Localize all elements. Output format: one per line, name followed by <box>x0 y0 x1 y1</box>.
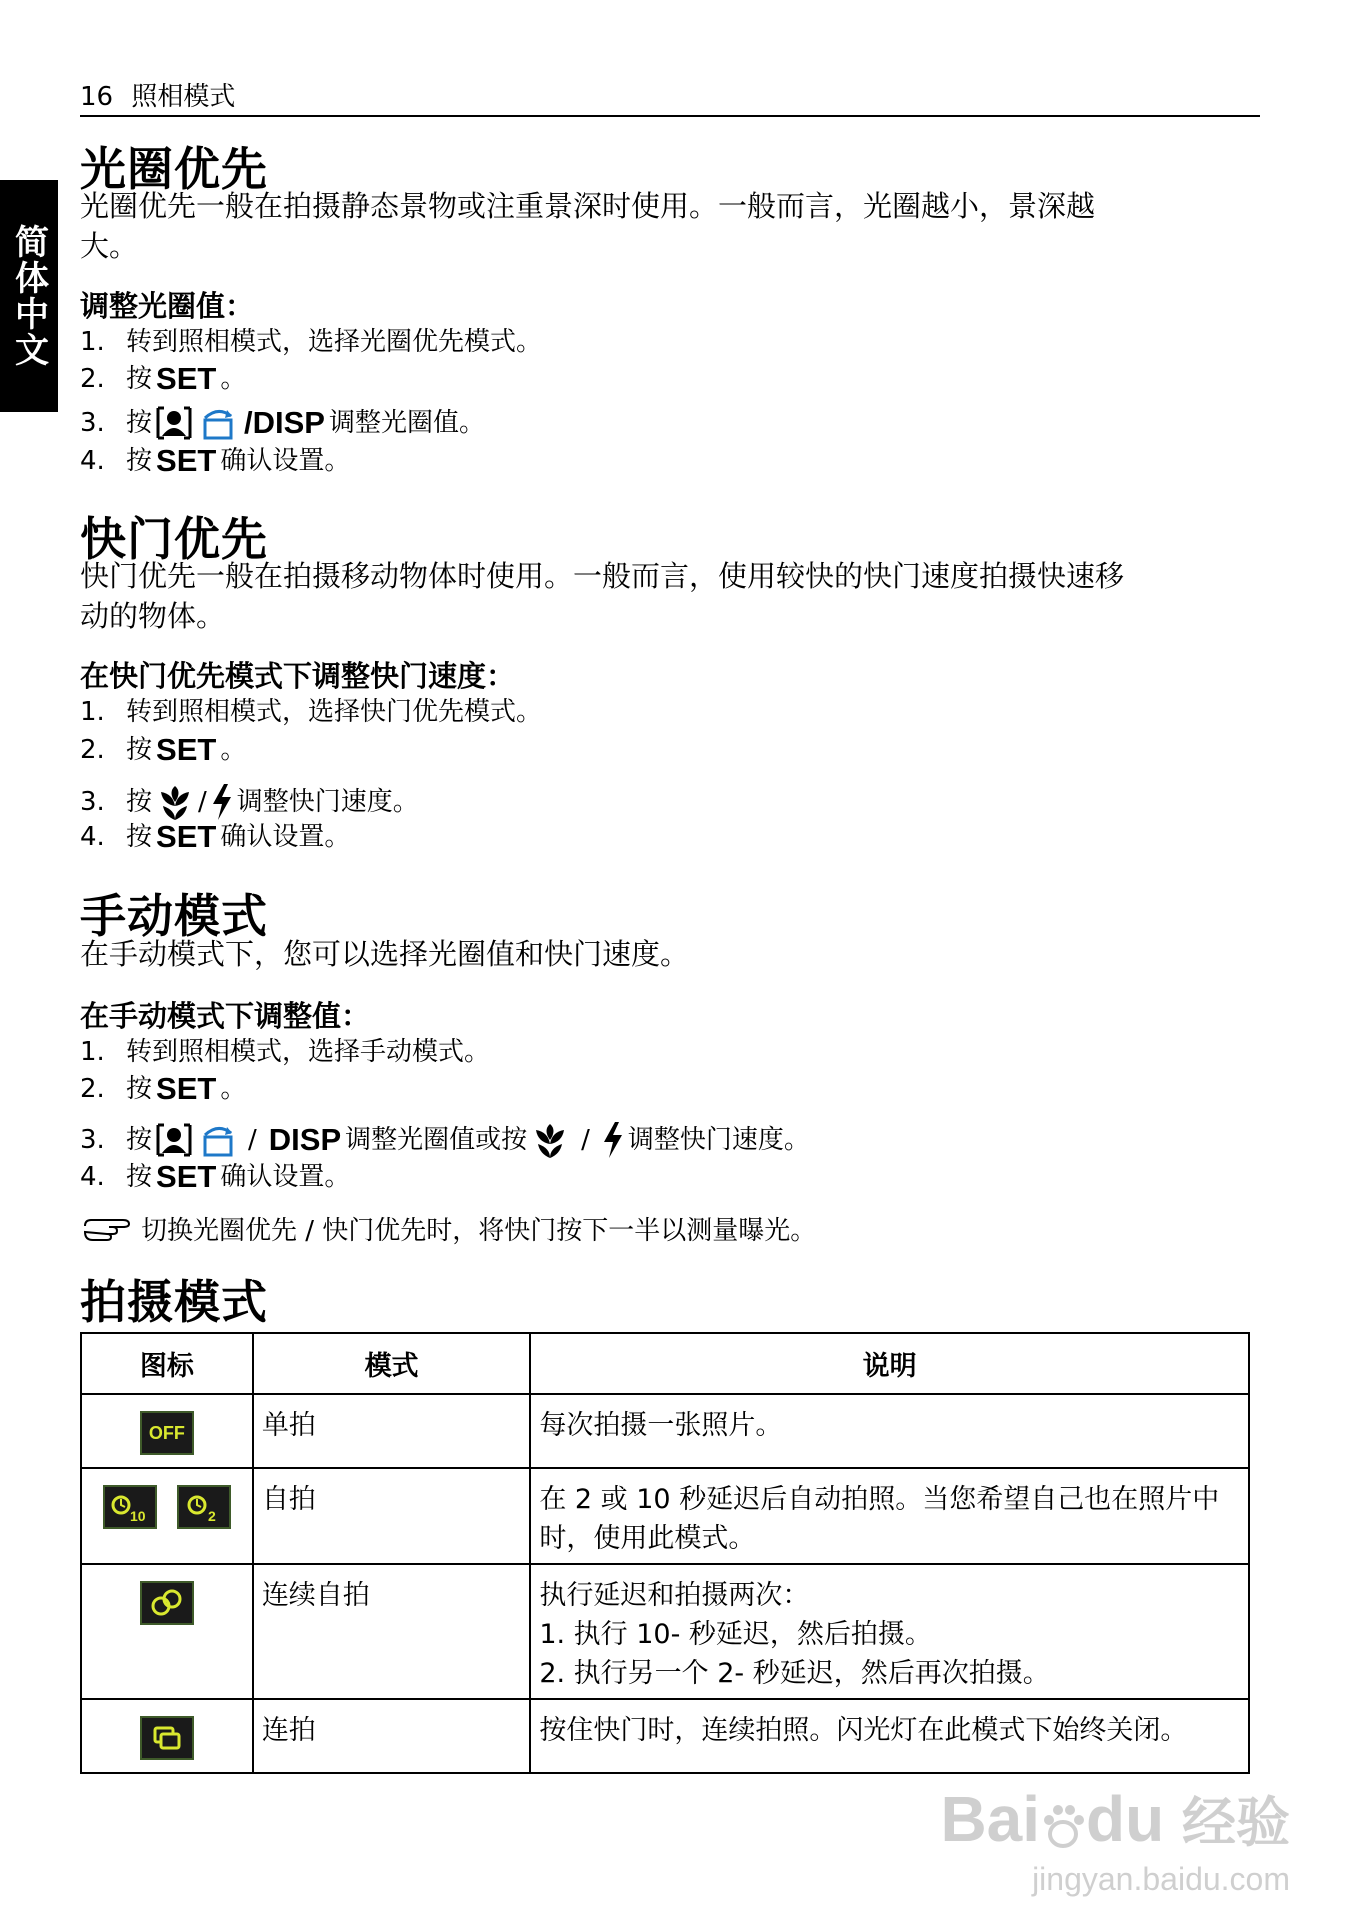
step-text-end: 调整快门速度。 <box>627 1125 810 1155</box>
slash: / <box>581 1125 590 1155</box>
desc-cell <box>530 1394 1249 1468</box>
mode-cell: 连续自拍 <box>253 1564 531 1699</box>
flash-icon <box>601 1120 625 1160</box>
step-text: 按 <box>126 735 153 765</box>
icon-cell <box>81 1468 253 1564</box>
continuous-shot-icon <box>140 1716 194 1760</box>
shutter-desc-1: 快门优先一般在拍摄移动物体时使用。一般而言，使用较快的快门速度拍摄快速移 <box>80 559 1125 593</box>
manual-desc: 在手动模式下，您可以选择光圈值和快门速度。 <box>80 937 690 971</box>
manual-step-4 <box>80 1158 350 1196</box>
step-text-mid: 调整光圈值或按 <box>345 1125 528 1155</box>
shutter-desc-2: 动的物体。 <box>80 599 226 633</box>
step-text-end: 确认设置。 <box>220 446 351 476</box>
step-text: 转到照相模式，选择光圈优先模式。 <box>126 327 543 357</box>
step-text: 按 <box>126 408 153 438</box>
manual-step-3 <box>80 1120 810 1160</box>
double-self-timer-icon <box>140 1581 194 1625</box>
table-row <box>81 1468 1249 1564</box>
aperture-title: 光圈优先 <box>80 142 268 196</box>
col-header-desc: 说明 <box>530 1333 1249 1394</box>
svg-text:2: 2 <box>208 1508 216 1523</box>
table-row <box>81 1699 1249 1773</box>
rotate-key-icon <box>199 1121 237 1159</box>
watermark-cn: 经验 <box>1182 1791 1290 1854</box>
desc-line: 1. 执行 10- 秒延迟，然后拍摄。 <box>539 1619 932 1650</box>
desc-line: 时，使用此模式。 <box>539 1523 756 1554</box>
aperture-step-2 <box>80 360 246 398</box>
flash-icon <box>210 782 234 822</box>
step-text: 转到照相模式，选择手动模式。 <box>126 1037 491 1067</box>
slash: / <box>198 787 207 817</box>
set-key-label: SET <box>156 819 217 854</box>
portrait-key-icon <box>155 1122 193 1158</box>
icon-cell <box>81 1394 253 1468</box>
step-text: 按 <box>126 446 153 476</box>
shutter-title: 快门优先 <box>80 512 268 566</box>
desc-cell <box>530 1564 1249 1699</box>
step-number: 1. <box>80 327 105 357</box>
shutter-step-2 <box>80 731 246 769</box>
step-text-end: 。 <box>220 364 247 394</box>
step-number: 2. <box>80 364 105 394</box>
manual-step-1 <box>80 1033 490 1071</box>
slash: / <box>248 1125 257 1155</box>
drive-mode-table <box>80 1332 1250 1774</box>
aperture-desc-2: 大。 <box>80 229 139 263</box>
svg-text:10: 10 <box>129 1508 146 1523</box>
step-text: 按 <box>126 787 153 817</box>
mode-cell: 单拍 <box>253 1394 531 1468</box>
table-header-row <box>81 1333 1249 1394</box>
desc-line: 2. 执行另一个 2- 秒延迟，然后再次拍摄。 <box>539 1658 1050 1689</box>
mode-cell: 自拍 <box>253 1468 531 1564</box>
pointing-hand-icon <box>83 1216 131 1242</box>
step-number: 3. <box>80 408 105 438</box>
icon-cell <box>81 1564 253 1699</box>
aperture-step-3 <box>80 404 485 442</box>
manual-step-2 <box>80 1070 246 1108</box>
watermark-url: jingyan.baidu.com <box>1032 1861 1290 1897</box>
desc-line: 执行延迟和拍摄两次： <box>539 1580 810 1611</box>
step-number: 4. <box>80 1162 105 1192</box>
col-header-mode: 模式 <box>253 1333 531 1394</box>
step-number: 4. <box>80 822 105 852</box>
step-number: 3. <box>80 1125 105 1155</box>
shutter-subheading: 在快门优先模式下调整快门速度： <box>80 659 516 693</box>
set-key-label: SET <box>156 361 217 396</box>
manual-subheading: 在手动模式下调整值： <box>80 999 371 1033</box>
page-header <box>80 76 235 113</box>
table-row <box>81 1394 1249 1468</box>
self-timer-2-icon <box>177 1485 231 1529</box>
desc-line: 在 2 或 10 秒延迟后自动拍照。当您希望自己也在照片中 <box>539 1484 1220 1515</box>
drive-title: 拍摄模式 <box>80 1275 268 1329</box>
macro-flower-icon <box>530 1120 570 1160</box>
portrait-key-icon <box>155 405 193 441</box>
step-number: 2. <box>80 735 105 765</box>
step-text: 按 <box>126 822 153 852</box>
rotate-key-icon <box>199 404 237 442</box>
step-text-end: 调整快门速度。 <box>236 787 419 817</box>
step-number: 4. <box>80 446 105 476</box>
table-row <box>81 1564 1249 1699</box>
step-number: 1. <box>80 697 105 727</box>
step-text-end: 调整光圈值。 <box>328 408 485 438</box>
set-key-label: SET <box>156 443 217 478</box>
disp-key-label: DISP <box>268 1122 342 1157</box>
language-tab: 简体中文 <box>0 180 58 412</box>
step-text: 转到照相模式，选择快门优先模式。 <box>126 697 543 727</box>
aperture-subheading: 调整光圈值： <box>80 289 255 323</box>
section-name: 照相模式 <box>131 82 236 112</box>
step-text-end: 确认设置。 <box>220 822 351 852</box>
watermark-brand-2: du <box>1086 1783 1165 1855</box>
shutter-step-3 <box>80 782 419 822</box>
step-text-end: 。 <box>220 1074 247 1104</box>
desc-line: 按住快门时，连续拍照。闪光灯在此模式下始终关闭。 <box>539 1715 1188 1746</box>
macro-flower-icon <box>155 782 195 822</box>
watermark-brand: Bai <box>940 1783 1041 1855</box>
step-text-end: 。 <box>220 735 247 765</box>
shutter-step-4 <box>80 818 350 856</box>
mode-cell: 连拍 <box>253 1699 531 1773</box>
set-key-label: SET <box>156 1071 217 1106</box>
paw-logo-icon <box>1040 1798 1086 1850</box>
step-text: 按 <box>126 1162 153 1192</box>
set-key-label: SET <box>156 732 217 767</box>
step-text: 按 <box>126 1125 153 1155</box>
desc-line: 每次拍摄一张照片。 <box>539 1410 783 1441</box>
tip-text: 切换光圈优先 / 快门优先时，将快门按下一半以测量曝光。 <box>141 1216 817 1246</box>
aperture-step-1 <box>80 323 542 361</box>
manual-title: 手动模式 <box>80 889 268 943</box>
aperture-step-4 <box>80 442 350 480</box>
off-icon: OFF <box>140 1411 194 1455</box>
step-text: 按 <box>126 1074 153 1104</box>
tip-note <box>80 1210 816 1247</box>
step-number: 3. <box>80 787 105 817</box>
icon-cell <box>81 1699 253 1773</box>
header-rule <box>80 115 1260 117</box>
shutter-step-1 <box>80 693 542 731</box>
desc-cell <box>530 1468 1249 1564</box>
baidu-watermark <box>940 1783 1290 1898</box>
self-timer-10-icon <box>103 1485 157 1529</box>
col-header-icon: 图标 <box>81 1333 253 1394</box>
desc-cell <box>530 1699 1249 1773</box>
step-text: 按 <box>126 364 153 394</box>
step-number: 2. <box>80 1074 105 1104</box>
disp-key-label: /DISP <box>244 405 325 440</box>
step-text-end: 确认设置。 <box>220 1162 351 1192</box>
set-key-label: SET <box>156 1159 217 1194</box>
aperture-desc-1: 光圈优先一般在拍摄静态景物或注重景深时使用。一般而言，光圈越小，景深越 <box>80 189 1096 223</box>
step-number: 1. <box>80 1037 105 1067</box>
page-number: 16 <box>80 82 114 112</box>
